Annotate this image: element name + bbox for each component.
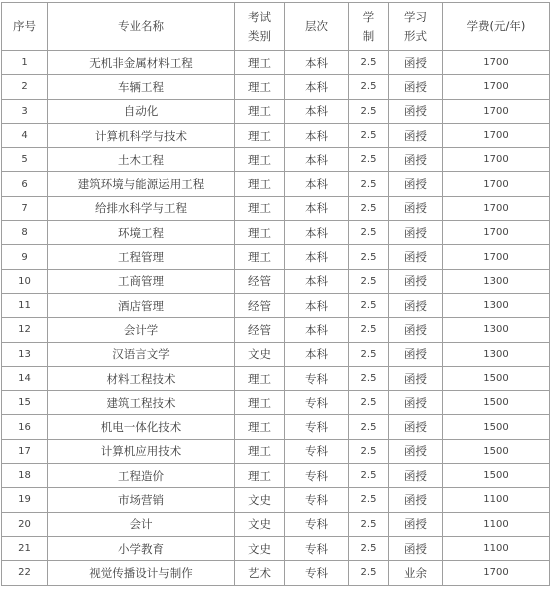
cell-exam-type: 文史 <box>235 536 285 560</box>
cell-exam-type: 理工 <box>235 391 285 415</box>
header-study-form-line1: 学习 <box>404 9 427 24</box>
header-index: 序号 <box>2 3 48 51</box>
cell-duration: 2.5 <box>349 536 389 560</box>
header-study-form <box>389 3 443 51</box>
cell-index: 18 <box>2 464 48 488</box>
cell-duration: 2.5 <box>349 75 389 99</box>
cell-level: 本科 <box>285 123 349 147</box>
cell-duration: 2.5 <box>349 196 389 220</box>
table-row <box>2 221 550 245</box>
cell-exam-type: 理工 <box>235 75 285 99</box>
cell-level: 本科 <box>285 148 349 172</box>
cell-duration: 2.5 <box>349 221 389 245</box>
cell-duration: 2.5 <box>349 561 389 585</box>
header-row <box>2 3 550 51</box>
cell-major: 汉语言文学 <box>48 342 235 366</box>
header-duration <box>349 3 389 51</box>
cell-exam-type: 理工 <box>235 196 285 220</box>
table-row <box>2 269 550 293</box>
table-row <box>2 99 550 123</box>
cell-major: 环境工程 <box>48 221 235 245</box>
cell-level: 本科 <box>285 318 349 342</box>
cell-study-form: 函授 <box>389 536 443 560</box>
table-row <box>2 391 550 415</box>
cell-fee: 1700 <box>443 561 550 585</box>
cell-study-form: 函授 <box>389 415 443 439</box>
cell-level: 专科 <box>285 561 349 585</box>
header-fee: 学费(元/年) <box>443 3 550 51</box>
table-row <box>2 172 550 196</box>
cell-major: 计算机应用技术 <box>48 439 235 463</box>
cell-study-form: 函授 <box>389 488 443 512</box>
table-row <box>2 366 550 390</box>
cell-duration: 2.5 <box>349 342 389 366</box>
cell-exam-type: 经管 <box>235 293 285 317</box>
cell-index: 3 <box>2 99 48 123</box>
table-row <box>2 342 550 366</box>
cell-duration: 2.5 <box>349 318 389 342</box>
cell-level: 本科 <box>285 245 349 269</box>
cell-fee: 1100 <box>443 488 550 512</box>
cell-fee: 1300 <box>443 269 550 293</box>
cell-fee: 1700 <box>443 221 550 245</box>
header-duration-line1: 学 <box>362 9 375 24</box>
cell-study-form: 函授 <box>389 342 443 366</box>
cell-duration: 2.5 <box>349 439 389 463</box>
cell-duration: 2.5 <box>349 99 389 123</box>
cell-duration: 2.5 <box>349 391 389 415</box>
cell-index: 21 <box>2 536 48 560</box>
cell-index: 11 <box>2 293 48 317</box>
cell-exam-type: 理工 <box>235 439 285 463</box>
header-duration-line2: 制 <box>362 28 375 43</box>
cell-study-form: 函授 <box>389 512 443 536</box>
cell-study-form: 函授 <box>389 366 443 390</box>
cell-exam-type: 理工 <box>235 415 285 439</box>
cell-level: 本科 <box>285 342 349 366</box>
cell-major: 视觉传播设计与制作 <box>48 561 235 585</box>
cell-level: 专科 <box>285 366 349 390</box>
cell-index: 4 <box>2 123 48 147</box>
header-exam-type-line2: 类别 <box>248 28 271 43</box>
cell-exam-type: 经管 <box>235 318 285 342</box>
cell-major: 计算机科学与技术 <box>48 123 235 147</box>
cell-major: 小学教育 <box>48 536 235 560</box>
tuition-table <box>1 2 550 586</box>
cell-index: 8 <box>2 221 48 245</box>
cell-duration: 2.5 <box>349 148 389 172</box>
cell-duration: 2.5 <box>349 512 389 536</box>
table-row <box>2 464 550 488</box>
cell-level: 专科 <box>285 415 349 439</box>
table-row <box>2 512 550 536</box>
cell-major: 工程管理 <box>48 245 235 269</box>
cell-index: 15 <box>2 391 48 415</box>
cell-fee: 1500 <box>443 415 550 439</box>
table-row <box>2 536 550 560</box>
cell-fee: 1100 <box>443 536 550 560</box>
cell-index: 2 <box>2 75 48 99</box>
cell-level: 本科 <box>285 99 349 123</box>
cell-index: 13 <box>2 342 48 366</box>
cell-exam-type: 理工 <box>235 123 285 147</box>
cell-duration: 2.5 <box>349 366 389 390</box>
cell-study-form: 函授 <box>389 464 443 488</box>
cell-fee: 1700 <box>443 99 550 123</box>
table-body <box>2 51 550 586</box>
cell-level: 专科 <box>285 464 349 488</box>
cell-study-form: 函授 <box>389 99 443 123</box>
cell-study-form: 函授 <box>389 172 443 196</box>
cell-level: 专科 <box>285 391 349 415</box>
cell-duration: 2.5 <box>349 415 389 439</box>
table-row <box>2 51 550 75</box>
cell-index: 19 <box>2 488 48 512</box>
cell-major: 建筑工程技术 <box>48 391 235 415</box>
cell-study-form: 函授 <box>389 318 443 342</box>
cell-fee: 1500 <box>443 464 550 488</box>
cell-index: 1 <box>2 51 48 75</box>
cell-fee: 1300 <box>443 318 550 342</box>
cell-study-form: 函授 <box>389 75 443 99</box>
cell-duration: 2.5 <box>349 172 389 196</box>
cell-major: 工程造价 <box>48 464 235 488</box>
cell-major: 建筑环境与能源运用工程 <box>48 172 235 196</box>
table-row <box>2 561 550 585</box>
header-study-form-line2: 形式 <box>404 28 427 43</box>
cell-study-form: 函授 <box>389 391 443 415</box>
cell-duration: 2.5 <box>349 269 389 293</box>
cell-major: 自动化 <box>48 99 235 123</box>
cell-exam-type: 文史 <box>235 512 285 536</box>
cell-duration: 2.5 <box>349 245 389 269</box>
cell-fee: 1700 <box>443 245 550 269</box>
cell-fee: 1700 <box>443 123 550 147</box>
cell-fee: 1700 <box>443 75 550 99</box>
cell-fee: 1700 <box>443 172 550 196</box>
cell-level: 专科 <box>285 439 349 463</box>
cell-fee: 1500 <box>443 391 550 415</box>
table-row <box>2 318 550 342</box>
cell-exam-type: 理工 <box>235 99 285 123</box>
cell-exam-type: 理工 <box>235 464 285 488</box>
cell-duration: 2.5 <box>349 293 389 317</box>
table-row <box>2 293 550 317</box>
cell-index: 6 <box>2 172 48 196</box>
cell-study-form: 函授 <box>389 221 443 245</box>
cell-level: 专科 <box>285 536 349 560</box>
cell-index: 10 <box>2 269 48 293</box>
header-level: 层次 <box>285 3 349 51</box>
header-major: 专业名称 <box>48 3 235 51</box>
table-row <box>2 123 550 147</box>
cell-duration: 2.5 <box>349 51 389 75</box>
cell-fee: 1500 <box>443 366 550 390</box>
cell-duration: 2.5 <box>349 464 389 488</box>
cell-exam-type: 经管 <box>235 269 285 293</box>
cell-study-form: 函授 <box>389 123 443 147</box>
cell-exam-type: 理工 <box>235 172 285 196</box>
cell-index: 7 <box>2 196 48 220</box>
cell-level: 本科 <box>285 75 349 99</box>
table-row <box>2 148 550 172</box>
cell-major: 市场营销 <box>48 488 235 512</box>
cell-fee: 1500 <box>443 439 550 463</box>
cell-fee: 1300 <box>443 293 550 317</box>
cell-exam-type: 文史 <box>235 488 285 512</box>
cell-exam-type: 文史 <box>235 342 285 366</box>
cell-study-form: 函授 <box>389 293 443 317</box>
cell-study-form: 函授 <box>389 269 443 293</box>
cell-major: 无机非金属材料工程 <box>48 51 235 75</box>
cell-exam-type: 理工 <box>235 51 285 75</box>
cell-fee: 1700 <box>443 148 550 172</box>
table-row <box>2 75 550 99</box>
cell-exam-type: 理工 <box>235 221 285 245</box>
cell-major: 酒店管理 <box>48 293 235 317</box>
table-row <box>2 196 550 220</box>
cell-fee: 1700 <box>443 196 550 220</box>
table-row <box>2 488 550 512</box>
table-row <box>2 245 550 269</box>
cell-level: 本科 <box>285 51 349 75</box>
cell-index: 16 <box>2 415 48 439</box>
cell-exam-type: 理工 <box>235 245 285 269</box>
cell-major: 工商管理 <box>48 269 235 293</box>
header-exam-type-line1: 考试 <box>248 9 271 24</box>
header-exam-type <box>235 3 285 51</box>
cell-major: 材料工程技术 <box>48 366 235 390</box>
cell-level: 专科 <box>285 512 349 536</box>
cell-duration: 2.5 <box>349 123 389 147</box>
cell-index: 17 <box>2 439 48 463</box>
cell-level: 本科 <box>285 196 349 220</box>
cell-exam-type: 艺术 <box>235 561 285 585</box>
cell-major: 会计 <box>48 512 235 536</box>
table-row <box>2 439 550 463</box>
cell-exam-type: 理工 <box>235 366 285 390</box>
cell-index: 20 <box>2 512 48 536</box>
table-row <box>2 415 550 439</box>
cell-level: 专科 <box>285 488 349 512</box>
cell-study-form: 函授 <box>389 196 443 220</box>
cell-index: 12 <box>2 318 48 342</box>
cell-major: 车辆工程 <box>48 75 235 99</box>
cell-study-form: 函授 <box>389 51 443 75</box>
cell-level: 本科 <box>285 172 349 196</box>
cell-study-form: 函授 <box>389 245 443 269</box>
cell-study-form: 业余 <box>389 561 443 585</box>
cell-index: 14 <box>2 366 48 390</box>
cell-duration: 2.5 <box>349 488 389 512</box>
cell-fee: 1700 <box>443 51 550 75</box>
cell-index: 9 <box>2 245 48 269</box>
table-header <box>2 3 550 51</box>
cell-level: 本科 <box>285 221 349 245</box>
cell-major: 机电一体化技术 <box>48 415 235 439</box>
cell-fee: 1300 <box>443 342 550 366</box>
cell-level: 本科 <box>285 269 349 293</box>
cell-exam-type: 理工 <box>235 148 285 172</box>
cell-fee: 1100 <box>443 512 550 536</box>
cell-major: 给排水科学与工程 <box>48 196 235 220</box>
cell-major: 土木工程 <box>48 148 235 172</box>
cell-index: 22 <box>2 561 48 585</box>
cell-level: 本科 <box>285 293 349 317</box>
cell-major: 会计学 <box>48 318 235 342</box>
cell-study-form: 函授 <box>389 148 443 172</box>
cell-index: 5 <box>2 148 48 172</box>
cell-study-form: 函授 <box>389 439 443 463</box>
